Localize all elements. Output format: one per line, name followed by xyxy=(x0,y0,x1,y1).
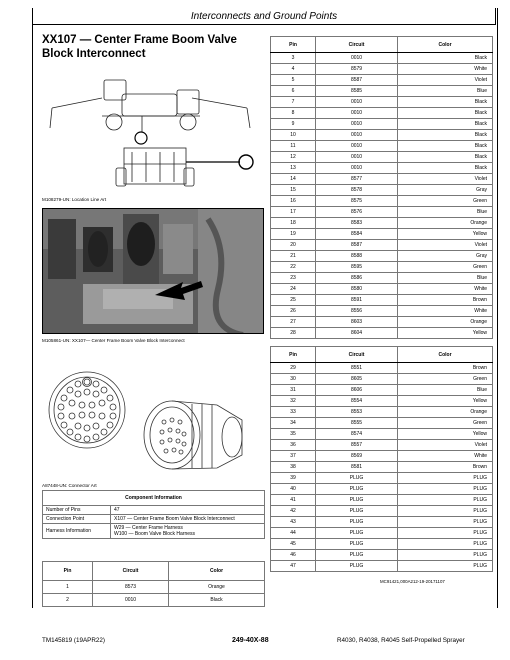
table-row xyxy=(271,462,493,473)
cell-circuit: 8574 xyxy=(316,429,398,440)
cell-pin: 1 xyxy=(43,581,93,594)
cell-color: PLUG xyxy=(398,473,493,484)
table-row xyxy=(271,506,493,517)
cell-circuit: PLUG xyxy=(316,473,398,484)
cell-circuit: 0010 xyxy=(93,594,169,607)
cell-color: PLUG xyxy=(398,495,493,506)
col-header-circuit: Circuit xyxy=(316,37,398,53)
connector-caption: A87448-UN: Connector Art xyxy=(42,483,97,488)
cell-pin: 30 xyxy=(271,374,316,385)
cell-color: White xyxy=(398,306,493,317)
col-header-circuit: Circuit xyxy=(93,562,169,581)
cell-pin: 8 xyxy=(271,108,316,119)
cell-color: Yellow xyxy=(398,229,493,240)
cell-pin: 5 xyxy=(271,75,316,86)
table-row xyxy=(271,130,493,141)
cell-color: Black xyxy=(398,163,493,174)
cell-pin: 40 xyxy=(271,484,316,495)
cell-circuit: 8556 xyxy=(316,306,398,317)
table-row xyxy=(271,385,493,396)
cell-color: Violet xyxy=(398,174,493,185)
cell-pin: 21 xyxy=(271,251,316,262)
cell-color: PLUG xyxy=(398,506,493,517)
table-row xyxy=(271,495,493,506)
cell-color: Black xyxy=(398,108,493,119)
table-row xyxy=(43,581,265,594)
cell-circuit: 0010 xyxy=(316,130,398,141)
cell-pin: 15 xyxy=(271,185,316,196)
cell-color: White xyxy=(398,64,493,75)
cell-pin: 11 xyxy=(271,141,316,152)
table-row xyxy=(271,517,493,528)
cell-color: Orange xyxy=(398,317,493,328)
cell-color: Black xyxy=(398,119,493,130)
component-info-title: Component Information xyxy=(43,491,265,506)
cell-color: Brown xyxy=(398,363,493,374)
valve-block-photo xyxy=(42,208,264,334)
cell-circuit: 8575 xyxy=(316,196,398,207)
cell-circuit: 0010 xyxy=(316,163,398,174)
cell-circuit: 8551 xyxy=(316,363,398,374)
cell-circuit: 0010 xyxy=(316,152,398,163)
table-row xyxy=(271,141,493,152)
cell-pin: 14 xyxy=(271,174,316,185)
cell-color: Blue xyxy=(398,273,493,284)
table-row xyxy=(271,473,493,484)
cell-pin: 20 xyxy=(271,240,316,251)
harness-1: W29 — Center Frame Harness xyxy=(114,525,183,531)
cell-pin: 38 xyxy=(271,462,316,473)
cell-pin: 42 xyxy=(271,506,316,517)
cell-circuit: 8587 xyxy=(316,75,398,86)
small-pin-table xyxy=(42,561,265,607)
cell-circuit: PLUG xyxy=(316,484,398,495)
cell-circuit: 8606 xyxy=(316,385,398,396)
col-header-pin: Pin xyxy=(271,37,316,53)
table-row xyxy=(271,64,493,75)
table-row xyxy=(271,528,493,539)
cell-circuit: 8587 xyxy=(316,240,398,251)
location-caption: M108279-UN: Location Line Art xyxy=(42,197,107,202)
cell-pin: 47 xyxy=(271,561,316,572)
cell-color: Violet xyxy=(398,440,493,451)
cell-pin: 33 xyxy=(271,407,316,418)
pin-table-1 xyxy=(270,36,493,339)
cell-color: White xyxy=(398,451,493,462)
cell-pin: 35 xyxy=(271,429,316,440)
cell-color: Blue xyxy=(398,86,493,97)
harness-2: W100 — Boom Valve Block Harness xyxy=(114,531,196,537)
table-row xyxy=(271,484,493,495)
cell-pin: 19 xyxy=(271,229,316,240)
cell-pin: 9 xyxy=(271,119,316,130)
cell-color: Black xyxy=(398,53,493,64)
cell-color: Violet xyxy=(398,240,493,251)
connector-icon xyxy=(42,360,264,482)
cell-color: Green xyxy=(398,196,493,207)
cell-pin: 36 xyxy=(271,440,316,451)
cell-circuit: PLUG xyxy=(316,517,398,528)
cell-pin: 39 xyxy=(271,473,316,484)
table-row xyxy=(43,594,265,607)
table-row xyxy=(271,75,493,86)
cell-circuit: 8583 xyxy=(316,218,398,229)
cell-circuit: 8577 xyxy=(316,174,398,185)
cell-circuit: 8591 xyxy=(316,295,398,306)
cell-pin: 4 xyxy=(271,64,316,75)
cell-color: Blue xyxy=(398,207,493,218)
table-row xyxy=(271,284,493,295)
cell-pin: 41 xyxy=(271,495,316,506)
table-row xyxy=(271,396,493,407)
table-row xyxy=(271,418,493,429)
table-row xyxy=(271,119,493,130)
table-row xyxy=(271,163,493,174)
cell-circuit: 8605 xyxy=(316,374,398,385)
col-header-pin: Pin xyxy=(271,347,316,363)
cell-pin: 32 xyxy=(271,396,316,407)
cell-pin: 22 xyxy=(271,262,316,273)
reference-code: MC91421,000A212-19-20171107 xyxy=(380,579,445,584)
cell-pin: 27 xyxy=(271,317,316,328)
table-row xyxy=(271,207,493,218)
cell-color: Green xyxy=(398,374,493,385)
cell-circuit: 8581 xyxy=(316,462,398,473)
cell-circuit: PLUG xyxy=(316,539,398,550)
cell-pin: 7 xyxy=(271,97,316,108)
cell-color: Brown xyxy=(398,295,493,306)
connection-value: X107 — Center Frame Boom Valve Block Interconnect xyxy=(111,515,265,524)
cell-circuit: 8554 xyxy=(316,396,398,407)
cell-circuit: 0010 xyxy=(316,108,398,119)
page-title: XX107 — Center Frame Boom Valve Block Interconnect xyxy=(42,34,237,60)
section-header: Interconnects and Ground Points xyxy=(32,8,496,25)
cell-pin: 44 xyxy=(271,528,316,539)
cell-color: Brown xyxy=(398,462,493,473)
table-row xyxy=(271,174,493,185)
table-row xyxy=(271,306,493,317)
table-row xyxy=(271,328,493,339)
cell-circuit: 8555 xyxy=(316,418,398,429)
table-row xyxy=(271,185,493,196)
connection-label: Connection Point xyxy=(43,515,111,524)
pins-label: Number of Pins xyxy=(43,506,111,515)
table-row xyxy=(271,108,493,119)
cell-color: PLUG xyxy=(398,484,493,495)
cell-color: Violet xyxy=(398,75,493,86)
cell-pin: 3 xyxy=(271,53,316,64)
sprayer-drawing-icon xyxy=(42,70,264,194)
cell-pin: 13 xyxy=(271,163,316,174)
cell-circuit: 8569 xyxy=(316,451,398,462)
table-row xyxy=(271,374,493,385)
cell-pin: 45 xyxy=(271,539,316,550)
cell-pin: 26 xyxy=(271,306,316,317)
cell-circuit: PLUG xyxy=(316,495,398,506)
cell-color: Green xyxy=(398,418,493,429)
cell-circuit: PLUG xyxy=(316,550,398,561)
table-row xyxy=(271,539,493,550)
cell-pin: 6 xyxy=(271,86,316,97)
cell-color: Orange xyxy=(398,407,493,418)
cell-pin: 18 xyxy=(271,218,316,229)
cell-pin: 23 xyxy=(271,273,316,284)
cell-pin: 10 xyxy=(271,130,316,141)
cell-color: Green xyxy=(398,262,493,273)
cell-circuit: 8588 xyxy=(316,251,398,262)
cell-pin: 31 xyxy=(271,385,316,396)
table-row xyxy=(271,218,493,229)
cell-color: Orange xyxy=(169,581,265,594)
table-row xyxy=(271,407,493,418)
table-row xyxy=(271,196,493,207)
cell-pin: 46 xyxy=(271,550,316,561)
table-row xyxy=(271,53,493,64)
cell-color: Blue xyxy=(398,385,493,396)
cell-circuit: 0010 xyxy=(316,141,398,152)
cell-color: Black xyxy=(398,130,493,141)
cell-circuit: 8584 xyxy=(316,229,398,240)
table-row xyxy=(271,97,493,108)
cell-circuit: PLUG xyxy=(316,528,398,539)
cell-color: Yellow xyxy=(398,328,493,339)
cell-color: Yellow xyxy=(398,429,493,440)
table-row xyxy=(271,295,493,306)
cell-pin: 24 xyxy=(271,284,316,295)
pin-table-2 xyxy=(270,346,493,572)
col-header-color: Color xyxy=(398,37,493,53)
cell-pin: 16 xyxy=(271,196,316,207)
cell-color: PLUG xyxy=(398,561,493,572)
cell-color: Orange xyxy=(398,218,493,229)
cell-circuit: PLUG xyxy=(316,506,398,517)
cell-color: Yellow xyxy=(398,396,493,407)
cell-color: PLUG xyxy=(398,550,493,561)
cell-circuit: 0010 xyxy=(316,97,398,108)
pins-value: 47 xyxy=(111,506,265,515)
cell-circuit: 8573 xyxy=(93,581,169,594)
table-row xyxy=(271,262,493,273)
cell-color: Gray xyxy=(398,251,493,262)
location-line-art xyxy=(42,70,264,194)
cell-pin: 34 xyxy=(271,418,316,429)
cell-circuit: 8576 xyxy=(316,207,398,218)
cell-pin: 12 xyxy=(271,152,316,163)
cell-circuit: 8604 xyxy=(316,328,398,339)
cell-circuit: PLUG xyxy=(316,561,398,572)
cell-color: Black xyxy=(169,594,265,607)
table-row xyxy=(271,251,493,262)
cell-pin: 17 xyxy=(271,207,316,218)
table-row xyxy=(271,152,493,163)
photo-caption: M105861-UN: XX107— Center Frame Boom Valve Block Interconnect xyxy=(42,338,185,343)
table-row xyxy=(271,561,493,572)
cell-color: PLUG xyxy=(398,539,493,550)
cell-pin: 37 xyxy=(271,451,316,462)
footer-left: TM145819 (19APR22) xyxy=(42,637,106,644)
table-row xyxy=(271,86,493,97)
cell-circuit: 8595 xyxy=(316,262,398,273)
cell-color: PLUG xyxy=(398,528,493,539)
table-row xyxy=(271,240,493,251)
col-header-pin: Pin xyxy=(43,562,93,581)
cell-pin: 25 xyxy=(271,295,316,306)
table-row xyxy=(271,440,493,451)
cell-pin: 2 xyxy=(43,594,93,607)
footer-center: 249-40X-88 xyxy=(232,637,269,644)
cell-circuit: 0010 xyxy=(316,53,398,64)
col-header-circuit: Circuit xyxy=(316,347,398,363)
cell-color: Gray xyxy=(398,185,493,196)
cell-color: Black xyxy=(398,97,493,108)
cell-circuit: 8603 xyxy=(316,317,398,328)
table-row xyxy=(271,229,493,240)
cell-circuit: 8557 xyxy=(316,440,398,451)
cell-pin: 43 xyxy=(271,517,316,528)
cell-circuit: 8579 xyxy=(316,64,398,75)
table-row xyxy=(271,363,493,374)
cell-pin: 29 xyxy=(271,363,316,374)
cell-color: Black xyxy=(398,152,493,163)
cell-circuit: 8585 xyxy=(316,86,398,97)
table-row xyxy=(271,550,493,561)
table-row xyxy=(271,273,493,284)
footer-right: R4030, R4038, R4045 Self-Propelled Sprayer xyxy=(337,637,465,644)
cell-color: PLUG xyxy=(398,517,493,528)
col-header-color: Color xyxy=(169,562,265,581)
cell-circuit: 8586 xyxy=(316,273,398,284)
cell-circuit: 8578 xyxy=(316,185,398,196)
harness-label: Harness Information xyxy=(43,524,111,539)
table-row xyxy=(271,429,493,440)
cell-circuit: 8580 xyxy=(316,284,398,295)
cell-color: Black xyxy=(398,141,493,152)
cell-pin: 28 xyxy=(271,328,316,339)
component-info-table xyxy=(42,490,265,539)
table-row xyxy=(271,451,493,462)
col-header-color: Color xyxy=(398,347,493,363)
connector-art xyxy=(42,360,264,482)
cell-circuit: 8553 xyxy=(316,407,398,418)
cell-circuit: 0010 xyxy=(316,119,398,130)
table-row xyxy=(271,317,493,328)
cell-color: White xyxy=(398,284,493,295)
